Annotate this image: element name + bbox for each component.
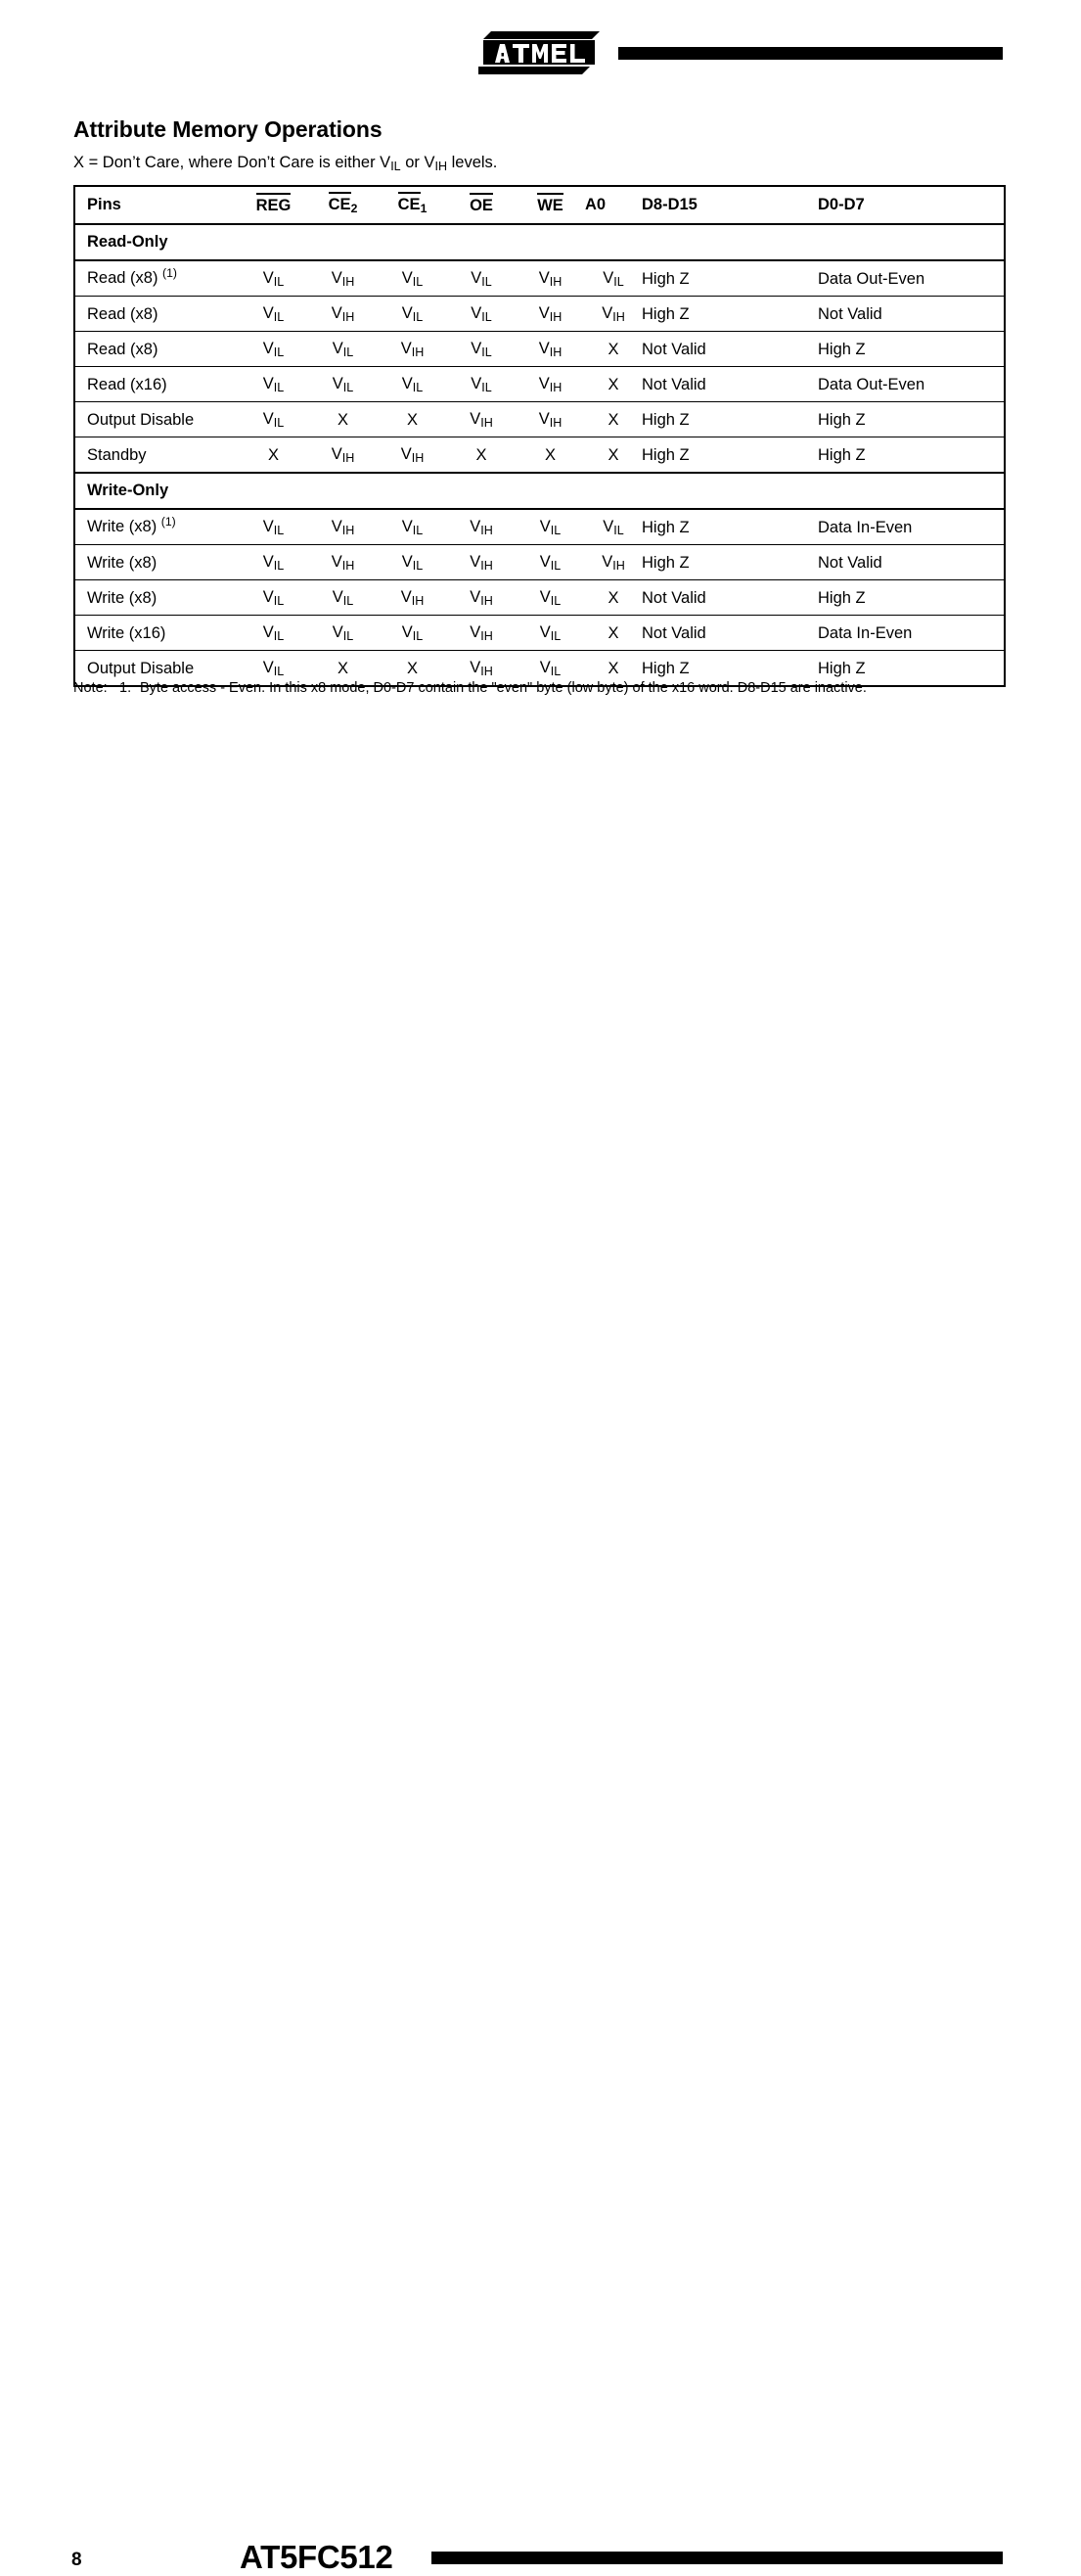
- cell-ce2: VIH: [308, 545, 378, 580]
- row-label: Write (x8): [74, 580, 239, 616]
- cell-we: VIH: [516, 402, 585, 437]
- cell-we: VIH: [516, 260, 585, 297]
- cell-oe: VIH: [447, 616, 516, 651]
- legend-text: [73, 154, 497, 172]
- section-title: Write-Only: [74, 473, 239, 509]
- table-row: [74, 580, 1005, 616]
- cell-oe: VIH: [447, 580, 516, 616]
- page-title: Attribute Memory Operations: [73, 116, 383, 142]
- column-header-ce2: $CE_2$: [308, 186, 378, 224]
- row-label: Standby: [74, 437, 239, 474]
- cell-d0d7: Data Out-Even: [818, 367, 1005, 402]
- cell-d0d7: High Z: [818, 437, 1005, 474]
- cell-ce2: VIL: [308, 367, 378, 402]
- cell-oe: VIL: [447, 367, 516, 402]
- cell-ce1: VIL: [378, 545, 447, 580]
- cell-oe: X: [447, 437, 516, 474]
- cell-d0d7: High Z: [818, 651, 1005, 687]
- column-header-reg: REG: [239, 186, 308, 224]
- cell-a0: VIL: [585, 509, 642, 545]
- column-header-ce1: $CE_1$: [378, 186, 447, 224]
- cell-we: VIH: [516, 332, 585, 367]
- section-spacer-end: [818, 473, 1005, 509]
- row-label: Output Disable: [74, 402, 239, 437]
- cell-a0: VIL: [585, 260, 642, 297]
- cell-ce2: VIH: [308, 297, 378, 332]
- cell-we: VIL: [516, 545, 585, 580]
- section-spacer: [239, 224, 818, 260]
- cell-d8d15: High Z: [642, 260, 818, 297]
- cell-a0: X: [585, 651, 642, 687]
- row-label: Output Disable: [74, 651, 239, 687]
- column-header-a0: A0: [585, 186, 642, 224]
- cell-reg: VIL: [239, 616, 308, 651]
- cell-d0d7: Data In-Even: [818, 616, 1005, 651]
- note-text: Byte access - Even. In this x8 mode, D0-D7 contain the "even" byte (low byte) of the x16 word. D8-D15 are inactive.: [140, 680, 867, 696]
- legend-sub-il: IL: [390, 160, 401, 173]
- cell-a0: X: [585, 437, 642, 474]
- cell-ce2: X: [308, 651, 378, 687]
- cell-ce1: X: [378, 402, 447, 437]
- cell-we: VIL: [516, 580, 585, 616]
- table-row: [74, 402, 1005, 437]
- cell-ce2: VIH: [308, 509, 378, 545]
- column-header-pins: Pins: [74, 186, 239, 224]
- table-row: [74, 437, 1005, 474]
- cell-d8d15: High Z: [642, 437, 818, 474]
- page-header: [0, 0, 1081, 98]
- cell-ce2: VIL: [308, 616, 378, 651]
- cell-ce1: VIH: [378, 437, 447, 474]
- attribute-memory-operations-table: [73, 185, 1006, 687]
- cell-d0d7: High Z: [818, 402, 1005, 437]
- cell-oe: VIH: [447, 402, 516, 437]
- cell-ce1: VIL: [378, 367, 447, 402]
- cell-d8d15: Not Valid: [642, 580, 818, 616]
- cell-reg: VIL: [239, 580, 308, 616]
- cell-ce1: VIL: [378, 297, 447, 332]
- part-number: AT5FC512: [240, 2539, 393, 2575]
- table-row: [74, 616, 1005, 651]
- row-label: Read (x8): [74, 332, 239, 367]
- row-label: Read (x8): [74, 297, 239, 332]
- cell-d0d7: Not Valid: [818, 545, 1005, 580]
- cell-we: X: [516, 437, 585, 474]
- cell-ce2: VIL: [308, 332, 378, 367]
- cell-reg: VIL: [239, 509, 308, 545]
- cell-ce2: X: [308, 402, 378, 437]
- cell-d8d15: Not Valid: [642, 332, 818, 367]
- cell-a0: X: [585, 616, 642, 651]
- cell-oe: VIH: [447, 651, 516, 687]
- page-number: 8: [71, 2550, 82, 2570]
- cell-ce2: VIH: [308, 437, 378, 474]
- cell-d8d15: High Z: [642, 651, 818, 687]
- cell-oe: VIL: [447, 332, 516, 367]
- cell-reg: X: [239, 437, 308, 474]
- table-row: [74, 297, 1005, 332]
- cell-oe: VIL: [447, 260, 516, 297]
- cell-oe: VIL: [447, 297, 516, 332]
- header-rule: [618, 47, 1003, 60]
- cell-we: VIL: [516, 616, 585, 651]
- cell-a0: X: [585, 580, 642, 616]
- column-header-d8-d15: D8-D15: [642, 186, 818, 224]
- note-label: Note:: [73, 680, 108, 696]
- cell-reg: VIL: [239, 332, 308, 367]
- cell-d8d15: High Z: [642, 297, 818, 332]
- table-row: [74, 545, 1005, 580]
- table-section-header: [74, 473, 1005, 509]
- cell-a0: X: [585, 367, 642, 402]
- cell-ce2: VIL: [308, 580, 378, 616]
- page-footer: [0, 1272, 1081, 2575]
- cell-ce2: VIH: [308, 260, 378, 297]
- cell-ce1: VIL: [378, 260, 447, 297]
- cell-d8d15: High Z: [642, 509, 818, 545]
- cell-d0d7: High Z: [818, 580, 1005, 616]
- cell-reg: VIL: [239, 651, 308, 687]
- cell-d0d7: Data Out-Even: [818, 260, 1005, 297]
- row-label: Write (x8): [74, 545, 239, 580]
- cell-ce1: VIL: [378, 616, 447, 651]
- cell-ce1: X: [378, 651, 447, 687]
- table-row: [74, 367, 1005, 402]
- cell-a0: VIH: [585, 297, 642, 332]
- row-label: Write (x16): [74, 616, 239, 651]
- table-section-header: [74, 224, 1005, 260]
- cell-reg: VIL: [239, 545, 308, 580]
- cell-we: VIL: [516, 509, 585, 545]
- cell-ce1: VIH: [378, 332, 447, 367]
- legend-sub-ih: IH: [434, 160, 448, 173]
- cell-d8d15: Not Valid: [642, 367, 818, 402]
- section-spacer-end: [818, 224, 1005, 260]
- cell-we: VIH: [516, 367, 585, 402]
- cell-d0d7: Data In-Even: [818, 509, 1005, 545]
- cell-reg: VIL: [239, 367, 308, 402]
- cell-ce1: VIL: [378, 509, 447, 545]
- section-spacer: [239, 473, 818, 509]
- cell-reg: VIL: [239, 402, 308, 437]
- cell-a0: X: [585, 332, 642, 367]
- table-row: [74, 332, 1005, 367]
- cell-oe: VIH: [447, 545, 516, 580]
- cell-we: VIH: [516, 297, 585, 332]
- table-header-row: [74, 186, 1005, 224]
- column-header-we: WE: [516, 186, 585, 224]
- legend-suffix: levels.: [447, 154, 498, 171]
- legend-mid: or V: [400, 154, 435, 171]
- footer-rule: [431, 2552, 1003, 2564]
- cell-d0d7: High Z: [818, 332, 1005, 367]
- cell-a0: X: [585, 402, 642, 437]
- row-label: Read (x16): [74, 367, 239, 402]
- column-header-d0-d7: D0-D7: [818, 186, 1005, 224]
- cell-oe: VIH: [447, 509, 516, 545]
- row-label: Write (x8) $^{(1)}$: [74, 509, 239, 545]
- column-header-oe: OE: [447, 186, 516, 224]
- row-label: Read (x8) $^{(1)}$: [74, 260, 239, 297]
- cell-d8d15: High Z: [642, 545, 818, 580]
- note-number: 1.: [119, 680, 132, 696]
- cell-we: VIL: [516, 651, 585, 687]
- cell-ce1: VIH: [378, 580, 447, 616]
- section-title: Read-Only: [74, 224, 239, 260]
- cell-reg: VIL: [239, 297, 308, 332]
- table-note: [73, 680, 867, 696]
- cell-a0: VIH: [585, 545, 642, 580]
- cell-d8d15: Not Valid: [642, 616, 818, 651]
- cell-reg: VIL: [239, 260, 308, 297]
- cell-d8d15: High Z: [642, 402, 818, 437]
- table-row: [74, 509, 1005, 545]
- atmel-logo: [478, 31, 600, 74]
- table-row: [74, 260, 1005, 297]
- cell-d0d7: Not Valid: [818, 297, 1005, 332]
- legend-prefix: X = Don’t Care, where Don’t Care is either V: [73, 154, 391, 171]
